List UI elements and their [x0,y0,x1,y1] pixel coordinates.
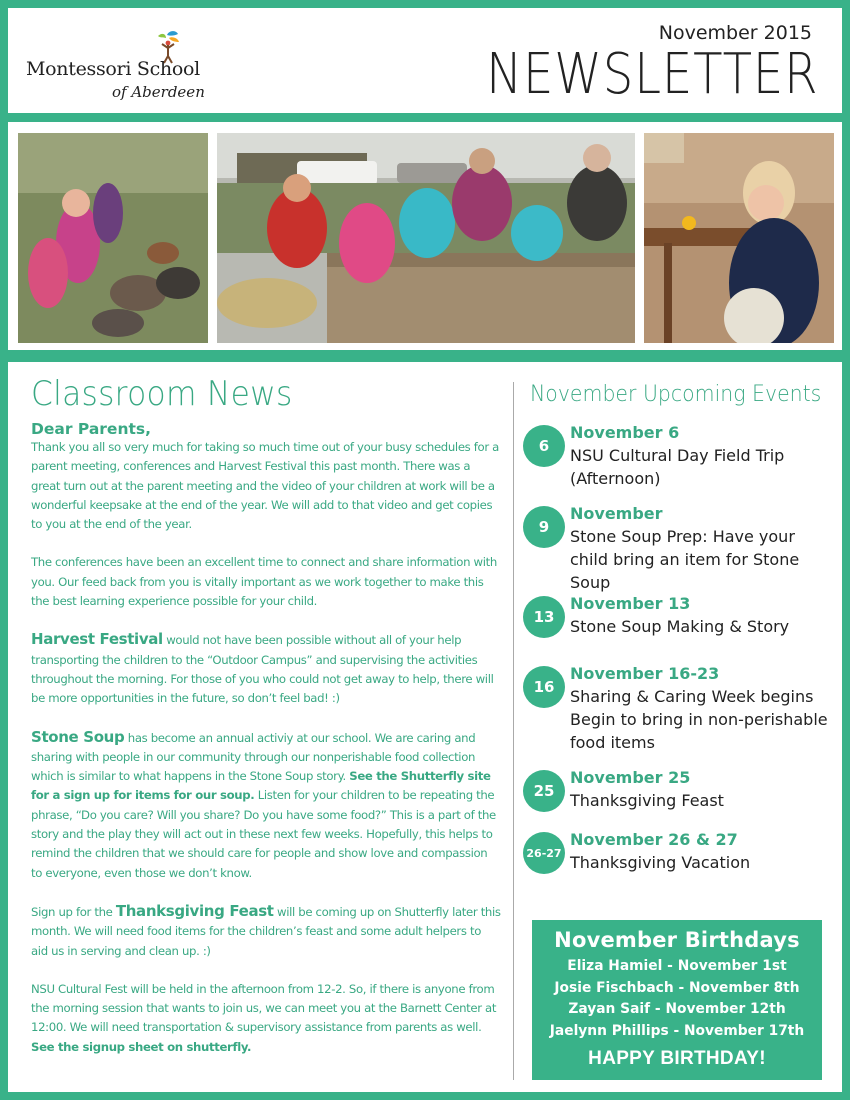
birthday-item: Eliza Hamiel - November 1st [567,958,787,974]
classroom-news-title: Classroom News [31,374,293,414]
event-day-badge: 25 [523,770,565,812]
happy-birthday-text: HAPPY BIRTHDAY! [588,1048,766,1069]
photo-child-activity [644,133,834,343]
newsletter-title: NEWSLETTER [485,42,818,107]
event-description: Stone Soup Making & Story [570,617,790,636]
paragraph-conferences: The conferences have been an excellent time to connect and share information with you. Our feed back from you is vitally important as we work together to make this the best learning experience possible for your child. [31,555,497,609]
event-date: November 26 & 27 [570,830,738,849]
event-text [570,593,835,638]
event-day-badge: 13 [523,596,565,638]
feast-text-intro: Sign up for the [31,904,116,919]
birthday-item: Josie Fischbach - November 8th [554,979,800,996]
classroom-news-column [31,374,501,1076]
feast-text: will be coming up on Shutterfly later this month. We will need food items for the children’s feast and some adult helpers to aid us in serving and clean up. :) [31,904,501,958]
birthday-item: Zayan Saif - November 12th [568,1001,786,1017]
events-title: November Upcoming Events [530,382,822,407]
event-day-badge: 6 [523,425,565,467]
event-day-badge: 26-27 [523,832,565,874]
event-description: Thanksgiving Vacation [570,853,751,872]
event-description: Sharing & Caring Week begins Begin to bring in non-perishable food items [570,687,828,752]
signup-sheet-note: See the signup sheet on shutterfly. [31,1039,252,1054]
thanksgiving-feast-heading: Thanksgiving Feast [115,901,274,920]
photo-hay-wagon [217,133,635,343]
shutterfly-signup-note: See the Shutterfly site for a sign up for items for our soup. [31,769,491,803]
cultural-fest-text: NSU Cultural Fest will be held in the afternoon from 12-2. So, if there is anyone from the morning session that wants to join us, we can meet you at the Barnett Center at 12:00. We will need transportation & supervisory assistance from parents as well. [31,981,497,1035]
event-description: Stone Soup Prep: Have your child bring an item for Stone Soup [570,527,800,592]
harvest-festival-heading: Harvest Festival [31,630,163,649]
event-text [570,829,835,874]
event-text [570,663,835,754]
event-text [570,767,835,812]
event-text [570,503,835,594]
event-text [570,422,835,490]
stone-soup-text: has become an annual activiy at our school. We are caring and sharing with people in our community through our nonperishable food collection which is similar to what happens in the Stone Soup story. [31,730,476,784]
greeting: Dear Parents, [31,420,151,438]
logo-main-text: Montessori School [26,58,200,80]
event-description: NSU Cultural Day Field Trip (Afternoon) [570,446,785,488]
school-logo [26,28,256,113]
photo-children-chickens [18,133,208,343]
issue-date: November 2015 [658,22,812,44]
main-content [8,362,842,1092]
paragraph-thanks: Thank you all so very much for taking so much time out of your busy schedules for a parent meeting, conferences and Harvest Festival this past month. There was a great turn out at the parent meeting and the video of your children at work will be a wonderful keepsake at the end of the year. We will add to that video and get copies to you at the end of the year. [31,440,499,532]
event-date: November 13 [570,594,691,613]
event-description: Thanksgiving Feast [570,791,724,810]
event-date: November [570,504,663,523]
event-date: November 16-23 [570,664,720,683]
paragraph-thanksgiving-feast [31,902,501,961]
paragraph-harvest-festival [31,630,501,708]
stone-soup-heading: Stone Soup [31,727,125,746]
birthdays-box [532,920,822,1080]
event-date: November 25 [570,768,691,787]
harvest-festival-text: would not have been possible without all of your help transporting the children to the “Outdoor Campus” and supervising the activities throughout the morning. For those of you who could not get away to help, there will be more opportunities in the future, so don’t feel bad! :) [31,633,494,706]
photo-strip [8,122,842,350]
event-date: November 6 [570,423,680,442]
event-day-badge: 16 [523,666,565,708]
birthday-item: Jaelynn Phillips - November 17th [549,1022,805,1039]
birthdays-title: November Birthdays [554,928,800,952]
events-column [520,382,835,872]
birthdays-list [532,956,822,1042]
paragraph-stone-soup [31,728,501,883]
newsletter-header [8,8,842,113]
event-day-badge: 9 [523,506,565,548]
column-divider [513,382,514,1080]
paragraph-cultural-fest [31,980,501,1057]
logo-sub-text: of Aberdeen [112,83,205,101]
stone-soup-text-cont: Listen for your children to be repeating the phrase, “Do you care? Will you share? Do you have some food?” This is a part of the story and the play they will act out in these next few weeks. Hopefully, this helps to remind the children that we should care for people and show love and compassion to everyone, even those we don’t know. [31,788,496,880]
